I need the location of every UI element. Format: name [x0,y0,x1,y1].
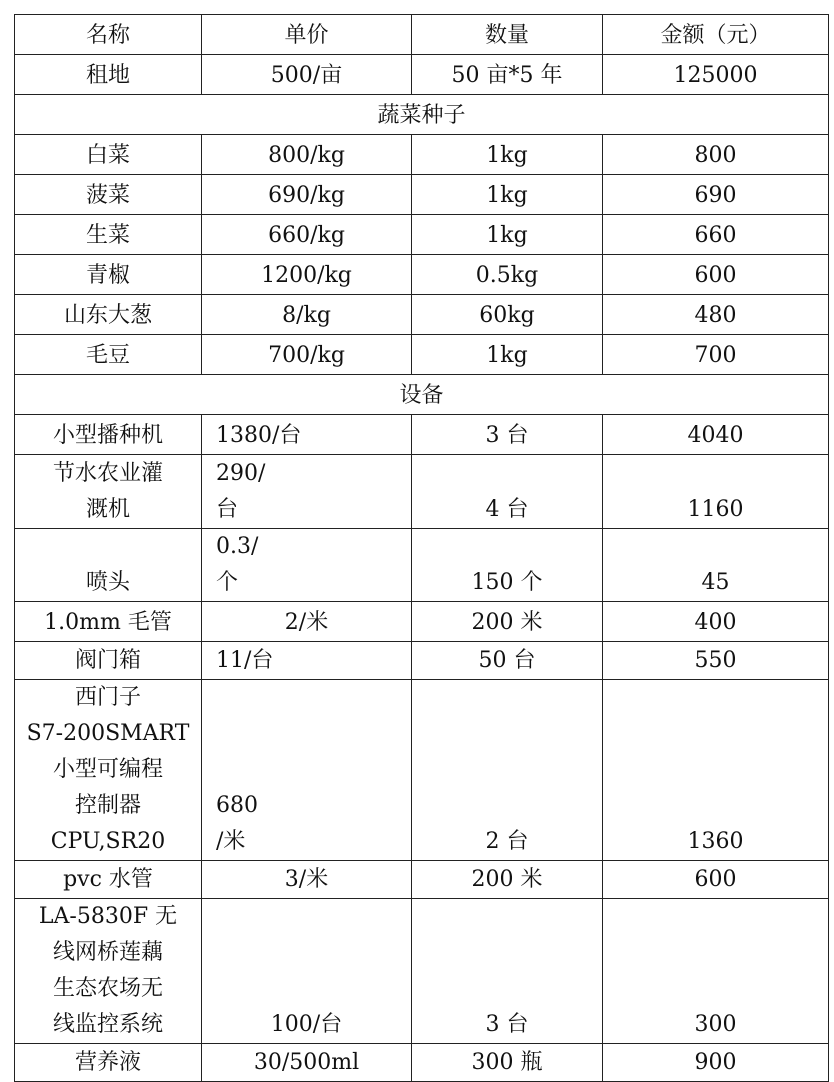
quantity-cell: 4 台 [412,455,603,529]
table-row [15,415,829,455]
table-row [15,55,829,95]
amount-cell: 600 [603,255,829,295]
unit-price-cell: 8/kg [202,295,412,335]
unit-price-cell: 800/kg [202,135,412,175]
quantity-cell: 1kg [412,175,603,215]
name-cell: 阀门箱 [15,642,202,680]
quantity-cell: 2 台 [412,680,603,861]
quantity-cell: 50 亩*5 年 [412,55,603,95]
name-cell: 西门子 S7-200SMART 小型可编程 控制器 CPU,SR20 [15,680,202,861]
table-row [15,175,829,215]
unit-price-cell: 1200/kg [202,255,412,295]
unit-price-cell: 680 /米 [202,680,412,861]
name-cell: 菠菜 [15,175,202,215]
table-row [15,135,829,175]
quantity-cell: 1kg [412,135,603,175]
section-label: 蔬菜种子 [15,95,829,135]
unit-price-cell: 660/kg [202,215,412,255]
amount-cell: 660 [603,215,829,255]
quantity-cell: 300 瓶 [412,1044,603,1082]
name-cell: 青椒 [15,255,202,295]
name-cell: 节水农业灌 溉机 [15,455,202,529]
table-row [15,255,829,295]
table-row [15,1044,829,1082]
table-row [15,215,829,255]
quantity-cell: 200 米 [412,602,603,642]
header-quantity: 数量 [412,15,603,55]
unit-price-cell: 30/500ml [202,1044,412,1082]
table-row [15,602,829,642]
table-row [15,861,829,899]
amount-cell: 1160 [603,455,829,529]
table-row [15,529,829,602]
name-cell: 山东大葱 [15,295,202,335]
quantity-cell: 1kg [412,215,603,255]
amount-cell: 1360 [603,680,829,861]
section-row [15,375,829,415]
unit-price-cell: 700/kg [202,335,412,375]
header-row [15,15,829,55]
amount-cell: 45 [603,529,829,602]
amount-cell: 700 [603,335,829,375]
unit-price-cell: 500/亩 [202,55,412,95]
unit-price-cell: 3/米 [202,861,412,899]
table-row [15,680,829,861]
amount-cell: 125000 [603,55,829,95]
amount-cell: 800 [603,135,829,175]
quantity-cell: 60kg [412,295,603,335]
table-row [15,899,829,1044]
name-cell: LA-5830F 无 线网桥莲藕 生态农场无 线监控系统 [15,899,202,1044]
name-cell: 租地 [15,55,202,95]
amount-cell: 600 [603,861,829,899]
quantity-cell: 3 台 [412,415,603,455]
table-row [15,455,829,529]
name-cell: 喷头 [15,529,202,602]
amount-cell: 400 [603,602,829,642]
amount-cell: 300 [603,899,829,1044]
name-cell: 白菜 [15,135,202,175]
amount-cell: 550 [603,642,829,680]
name-cell: 营养液 [15,1044,202,1082]
quantity-cell: 150 个 [412,529,603,602]
header-amount: 金额（元） [603,15,829,55]
header-unit-price: 单价 [202,15,412,55]
unit-price-cell: 1380/台 [202,415,412,455]
unit-price-cell: 11/台 [202,642,412,680]
quantity-cell: 50 台 [412,642,603,680]
unit-price-cell: 290/ 台 [202,455,412,529]
budget-table [14,14,829,1082]
name-cell: 1.0mm 毛管 [15,602,202,642]
amount-cell: 900 [603,1044,829,1082]
unit-price-cell: 0.3/ 个 [202,529,412,602]
unit-price-cell: 2/米 [202,602,412,642]
section-row [15,95,829,135]
amount-cell: 690 [603,175,829,215]
header-name: 名称 [15,15,202,55]
quantity-cell: 200 米 [412,861,603,899]
quantity-cell: 0.5kg [412,255,603,295]
quantity-cell: 3 台 [412,899,603,1044]
name-cell: 小型播种机 [15,415,202,455]
name-cell: pvc 水管 [15,861,202,899]
quantity-cell: 1kg [412,335,603,375]
table-body [15,55,829,1082]
unit-price-cell: 690/kg [202,175,412,215]
unit-price-cell: 100/台 [202,899,412,1044]
name-cell: 生菜 [15,215,202,255]
name-cell: 毛豆 [15,335,202,375]
amount-cell: 480 [603,295,829,335]
section-label: 设备 [15,375,829,415]
table-row [15,295,829,335]
table-row [15,335,829,375]
amount-cell: 4040 [603,415,829,455]
table-row [15,642,829,680]
